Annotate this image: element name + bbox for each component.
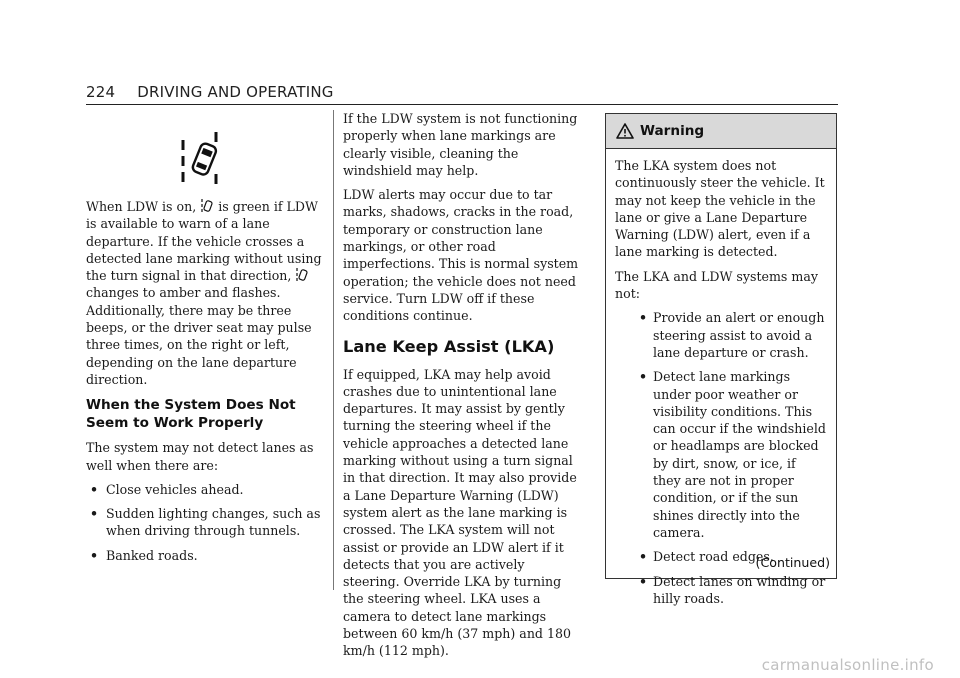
list-item: • Detect road edges. <box>615 548 827 565</box>
warning-triangle-icon <box>616 123 634 139</box>
condition-list <box>86 481 322 564</box>
paragraph: The system may not detect lanes as well when there are: <box>86 440 314 473</box>
lane-departure-car-icon <box>201 198 213 213</box>
lane-departure-car-icon <box>178 130 228 186</box>
list-item: • Detect lanes on winding or hilly roads. <box>615 573 827 608</box>
paragraph: If the LDW system is not functioning properly when lane markings are clearly visible, cleaning the windshield may help. <box>343 111 578 178</box>
list-item: • Close vehicles ahead. <box>86 481 322 498</box>
list-item: • Provide an alert or enough steering assist to avoid a lane departure or crash. <box>615 309 827 361</box>
warning-body <box>606 149 836 607</box>
column-1 <box>86 110 322 571</box>
paragraph: The LKA and LDW systems may not: <box>615 268 818 302</box>
ldw-para-a: When LDW is on, <box>86 199 197 214</box>
list-item: • Detect lane markings under poor weather or visibility conditions. This can occur if the windshield or headlamps are blocked by dirt, snow, or ice, if they are not in proper condition, or if the sun shines directly into the camera. <box>615 368 827 541</box>
list-item: • Banked roads. <box>86 547 322 564</box>
lane-departure-figure <box>86 110 322 198</box>
ldw-para-c: changes to amber and flashes. Additionally, there may be three beeps, or the driver seat may pulse three times, on the right or left, depending on the lane departure direction. <box>86 285 312 387</box>
continued-label: (Continued) <box>755 555 830 570</box>
lane-departure-car-icon <box>296 267 308 282</box>
list-item: • Sudden lighting changes, such as when driving through tunnels. <box>86 505 322 540</box>
ldw-para-b: is green if LDW is available to warn of a lane departure. If the vehicle crosses a detected lane marking without using the turn signal in that direction, <box>86 199 322 284</box>
warning-title: Warning <box>640 123 705 139</box>
watermark: carmanualsonline.info <box>761 656 934 674</box>
warning-box <box>605 113 837 606</box>
paragraph: LDW alerts may occur due to tar marks, shadows, cracks in the road, temporary or construction lane markings, or other road imperfections. This is normal system operation; the vehicle does not need service. Turn LDW off if these conditions continue. <box>343 187 579 324</box>
paragraph: The LKA system does not continuously steer the vehicle. It may not keep the vehicle in the lane or give a Lane Departure Warning (LDW) alert, even if a lane marking is detected. <box>615 158 825 260</box>
page-header <box>86 82 838 105</box>
section-heading-not-working: When the System Does Not Seem to Work Properly <box>86 397 296 432</box>
column-2 <box>343 110 581 667</box>
page-number: 224 <box>86 83 116 101</box>
column-divider <box>333 110 334 590</box>
paragraph: If equipped, LKA may help avoid crashes due to unintentional lane departures. It may assist by gently turning the steering wheel if the vehicle approaches a detected lane marking without using a turn signal in that direction. It may also provide a Lane Departure Warning (LDW) system alert as the lane marking is crossed. The LKA system will not assist or provide an LDW alert if it detects that you are actively steering. Override LKA by turning the steering wheel. LKA uses a camera to detect lane markings between 60 km/h (37 mph) and 180 km/h (112 mph). <box>343 366 577 659</box>
warning-header <box>606 114 836 149</box>
section-heading-lka: Lane Keep Assist (LKA) <box>343 336 555 356</box>
section-title: DRIVING AND OPERATING <box>137 83 334 101</box>
